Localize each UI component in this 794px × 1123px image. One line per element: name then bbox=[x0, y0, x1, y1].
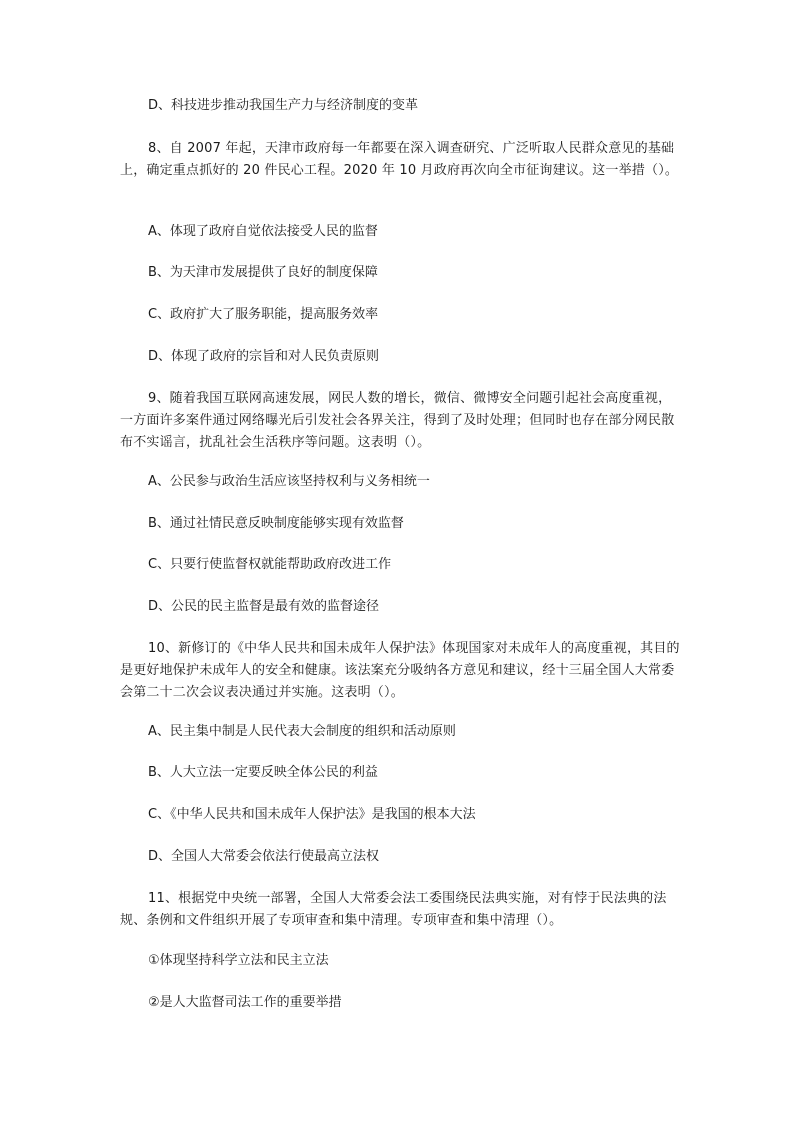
question-10-stem: 10、新修订的《中华人民共和国未成年人保护法》体现国家对未成年人的高度重视，其目的是更好地保护未成年人的安全和健康。该法案充分吸纳各方意见和建议，经十三届全国人大常委会第二十二次会议表决通过并实施。这表明（）。 bbox=[120, 641, 680, 700]
q8-option-c: C、政府扩大了服务职能，提高服务效率 bbox=[148, 307, 379, 322]
question-9-stem: 9、随着我国互联网高速发展，网民人数的增长，微信、微博安全问题引起社会高度重视，一方面许多案件通过网络曝光后引发社会各界关注，得到了及时处理；但同时也存在部分网民散布不实谣言，扰乱社会生活秩序等问题。这表明（）。 bbox=[120, 391, 675, 450]
q10-option-a: A、民主集中制是人民代表大会制度的组织和活动原则 bbox=[148, 724, 456, 739]
q11-item-2: ②是人大监督司法工作的重要举措 bbox=[148, 995, 342, 1010]
question-11-stem: 11、根据党中央统一部署，全国人大常委会法工委围绕民法典实施，对有悖于民法典的法规、条例和文件组织开展了专项审查和集中清理。专项审查和集中清理（）。 bbox=[120, 891, 667, 928]
q9-option-a: A、公民参与政治生活应该坚持权利与义务相统一 bbox=[148, 474, 430, 489]
q11-item-1: ①体现坚持科学立法和民主立法 bbox=[148, 953, 329, 968]
q8-option-d: D、体现了政府的宗旨和对人民负责原则 bbox=[148, 349, 380, 364]
q10-option-c: C、《中华人民共和国未成年人保护法》是我国的根本大法 bbox=[148, 807, 476, 822]
question-8-stem: 8、自 2007 年起，天津市政府每一年都要在深入调查研究、广泛听取人民群众意见的基础上，确定重点抓好的 20 件民心工程。2020 年 10 月政府再次向全市征询建议。这一举措（）。 bbox=[120, 141, 679, 178]
q9-option-d: D、公民的民主监督是最有效的监督途径 bbox=[148, 599, 380, 614]
q8-option-a: A、体现了政府自觉依法接受人民的监督 bbox=[148, 224, 378, 239]
q9-option-c: C、只要行使监督权就能帮助政府改进工作 bbox=[148, 557, 392, 572]
q8-option-b: B、为天津市发展提供了良好的制度保障 bbox=[148, 265, 378, 280]
q7-option-d: D、科技进步推动我国生产力与经济制度的变革 bbox=[148, 98, 419, 113]
q10-option-b: B、人大立法一定要反映全体公民的利益 bbox=[148, 765, 378, 780]
q10-option-d: D、全国人大常委会依法行使最高立法权 bbox=[148, 849, 380, 864]
q9-option-b: B、通过社情民意反映制度能够实现有效监督 bbox=[148, 516, 404, 531]
